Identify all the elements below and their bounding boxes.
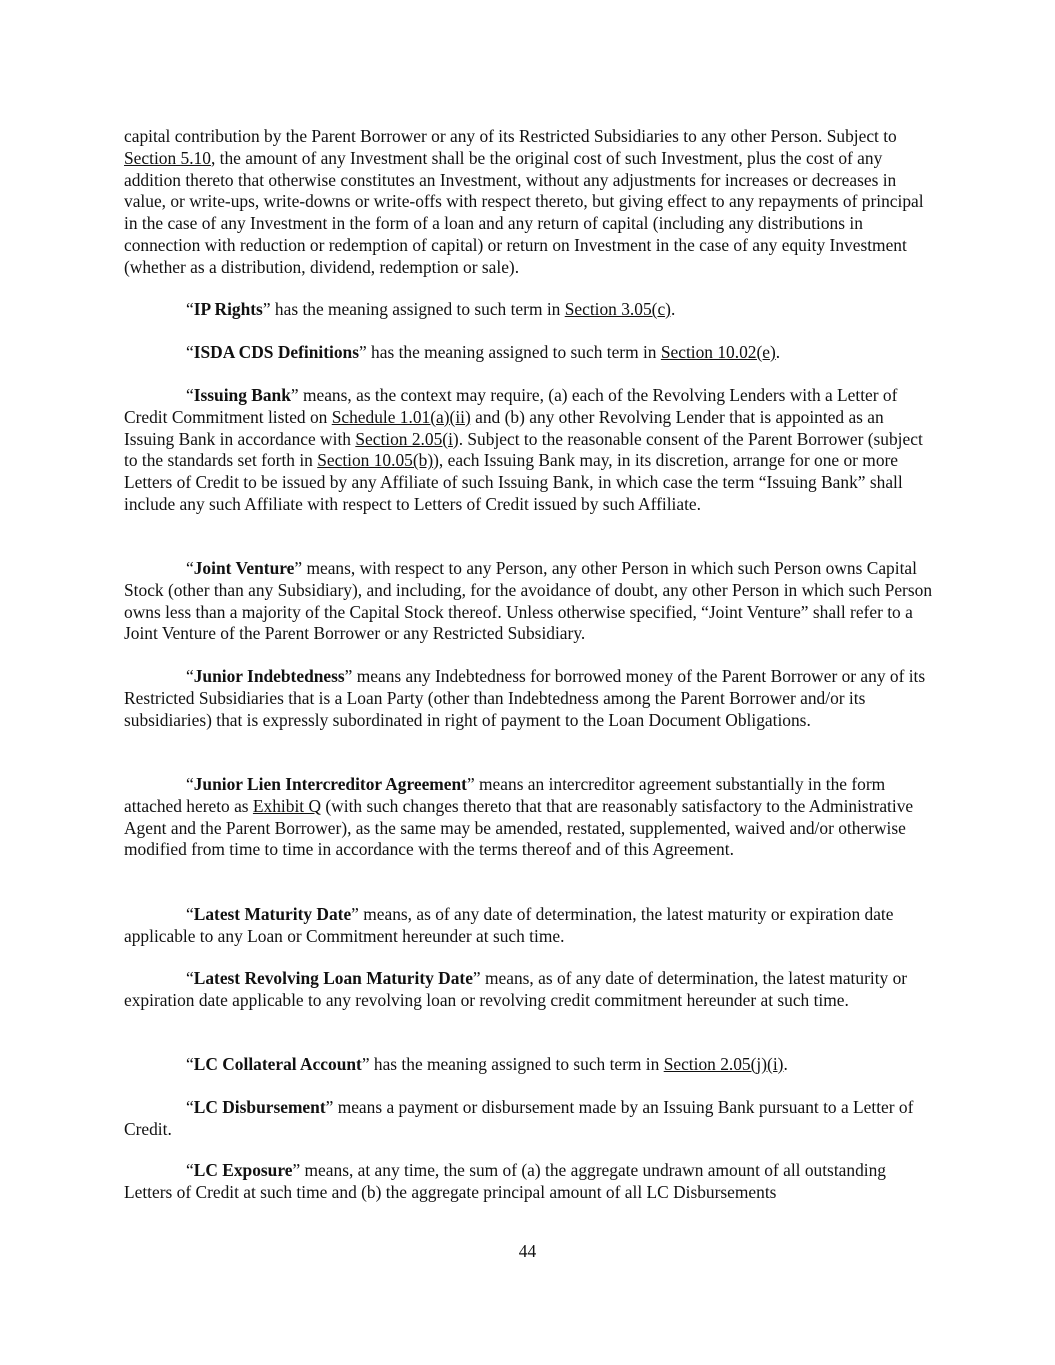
text-run: and (b) any other Revolving Lender that is appointed as an Issuing Bank in accordance with (124, 406, 884, 449)
text-run: . (783, 1054, 788, 1074)
text-run: ” means, at any time, the sum of (a) the aggregate undrawn amount of all outstanding Letters of Credit at such time and (b) the aggregate principal amount of all LC Disbursements (124, 1160, 886, 1202)
text-run: ” means, as of any date of determination, the latest maturity or expiration date applicable to any Loan or Commitment hereunder at such time. (124, 904, 894, 946)
defined-term: Junior Indebtedness (193, 666, 345, 686)
definition-junior-indebtedness (124, 666, 936, 731)
text-run: ” means any Indebtedness for borrowed money of the Parent Borrower or any of its Restricted Subsidiaries that is a Loan Party (other than Indebtedness among the Parent Borrower and/or its subsidiaries) that is expressly subordinated in right of payment to the Loan Document Obligations. (124, 666, 926, 730)
quote-mark: “ (186, 558, 194, 578)
definition-ip-rights (124, 299, 936, 321)
text-run: ), each Issuing Bank may, in its discretion, arrange for one or more Letters of Credit to be issued by any Affiliate of such Issuing Bank, in which case the term “Issuing Bank” shall include any such Affiliate with respect to Letters of Credit issued by such Affiliate. (124, 450, 903, 514)
text-run: ” has the meaning assigned to such term in (361, 1054, 664, 1074)
defined-term: IP Rights (193, 299, 263, 319)
quote-mark: “ (186, 299, 194, 319)
quote-mark: “ (186, 904, 194, 924)
quote-mark: “ (186, 385, 194, 405)
defined-term: LC Exposure (193, 1160, 293, 1180)
definition-isda-cds-definitions (124, 342, 936, 364)
text-run: . (775, 342, 781, 362)
text-run: ” has the meaning assigned to such term in (358, 342, 661, 362)
quote-mark: “ (186, 1160, 194, 1180)
defined-term: Latest Maturity Date (193, 904, 352, 924)
definition-issuing-bank (124, 385, 936, 516)
quote-mark: “ (186, 342, 194, 362)
exhibit-reference: Exhibit Q (252, 795, 322, 816)
defined-term: ISDA CDS Definitions (193, 342, 359, 362)
text-run: ” means, with respect to any Person, any other Person in which such Person owns Capital Stock (other than any Subsidiary), and including, for the avoidance of doubt, any other Person in which such Person owns less than a majority of the Capital Stock thereof. Unless otherwise specified, “Joint Venture” shall refer to a Joint Venture of the Parent Borrower or any Restricted Subsidiary. (124, 558, 933, 644)
text-run: , the amount of any Investment shall be the original cost of such Investment, plus the cost of any addition thereto that otherwise constitutes an Investment, without any adjustments for increases or decreases in value, or write-ups, write-downs or write-offs with respect thereto, but giving effect to any repayments of principal in the case of any Investment in the form of a loan and any return of capital (including any distributions in connection with reduction or redemption of capital) or return on Investment in the case of any equity Investment (whether as a distribution, dividend, redemption or sale). (124, 147, 924, 277)
defined-term: Junior Lien Intercreditor Agreement (193, 774, 467, 794)
quote-mark: “ (186, 1097, 194, 1117)
defined-term: Issuing Bank (193, 385, 291, 405)
section-reference: Section 5.10 (124, 147, 211, 168)
text-run: ” means an intercreditor agreement substantially in the form attached hereto as (124, 774, 886, 816)
section-reference: Section 10.02(e) (660, 342, 776, 362)
definition-junior-lien-intercreditor-agreement (124, 774, 936, 861)
defined-term: LC Disbursement (193, 1097, 326, 1117)
schedule-reference: Schedule 1.01(a)(ii) (331, 406, 471, 427)
page-number: 44 (518, 1241, 537, 1261)
text-run: . (670, 299, 676, 319)
section-reference: Section 10.05(b) (317, 450, 434, 471)
section-reference: Section 2.05(i) (355, 428, 459, 449)
text-run: ” means, as of any date of determination, the latest maturity or expiration date applicable to any revolving loan or revolving credit commitment hereunder at such time. (124, 968, 908, 1010)
text-run: ” means a payment or disbursement made by an Issuing Bank pursuant to a Letter of Credit. (124, 1097, 914, 1139)
section-reference: Section 2.05(j)(i) (663, 1054, 784, 1074)
definition-lc-exposure (124, 1160, 936, 1204)
section-reference: Section 3.05(c) (564, 299, 671, 319)
quote-mark: “ (186, 968, 194, 988)
defined-term: Joint Venture (193, 558, 295, 578)
quote-mark: “ (186, 1054, 194, 1074)
quote-mark: “ (186, 666, 194, 686)
definition-joint-venture (124, 558, 936, 645)
text-run: ” has the meaning assigned to such term in (262, 299, 565, 319)
definition-latest-revolving-loan-maturity-date (124, 968, 936, 1012)
text-run: ” means, as the context may require, (a) each of the Revolving Lenders with a Letter of Credit Commitment listed on (124, 385, 898, 427)
quote-mark: “ (186, 774, 194, 794)
definition-lc-collateral-account (124, 1054, 936, 1076)
text-run: capital contribution by the Parent Borrower or any of its Restricted Subsidiaries to any other Person. Subject to (124, 126, 897, 146)
defined-term: Latest Revolving Loan Maturity Date (193, 968, 473, 988)
investment-definition-continuation (124, 126, 936, 279)
text-run: (with such changes thereto that that are reasonably satisfactory to the Administrative Agent and the Parent Borrower), as the same may be amended, restated, supplemented, waived and/or otherwise modified from time to time in accordance with the terms thereof and of this Agreement. (124, 795, 914, 860)
defined-term: LC Collateral Account (193, 1054, 362, 1074)
definition-lc-disbursement (124, 1097, 936, 1141)
definition-latest-maturity-date (124, 904, 936, 948)
text-run: . Subject to the reasonable consent of the Parent Borrower (subject to the standards set forth in (124, 428, 923, 471)
